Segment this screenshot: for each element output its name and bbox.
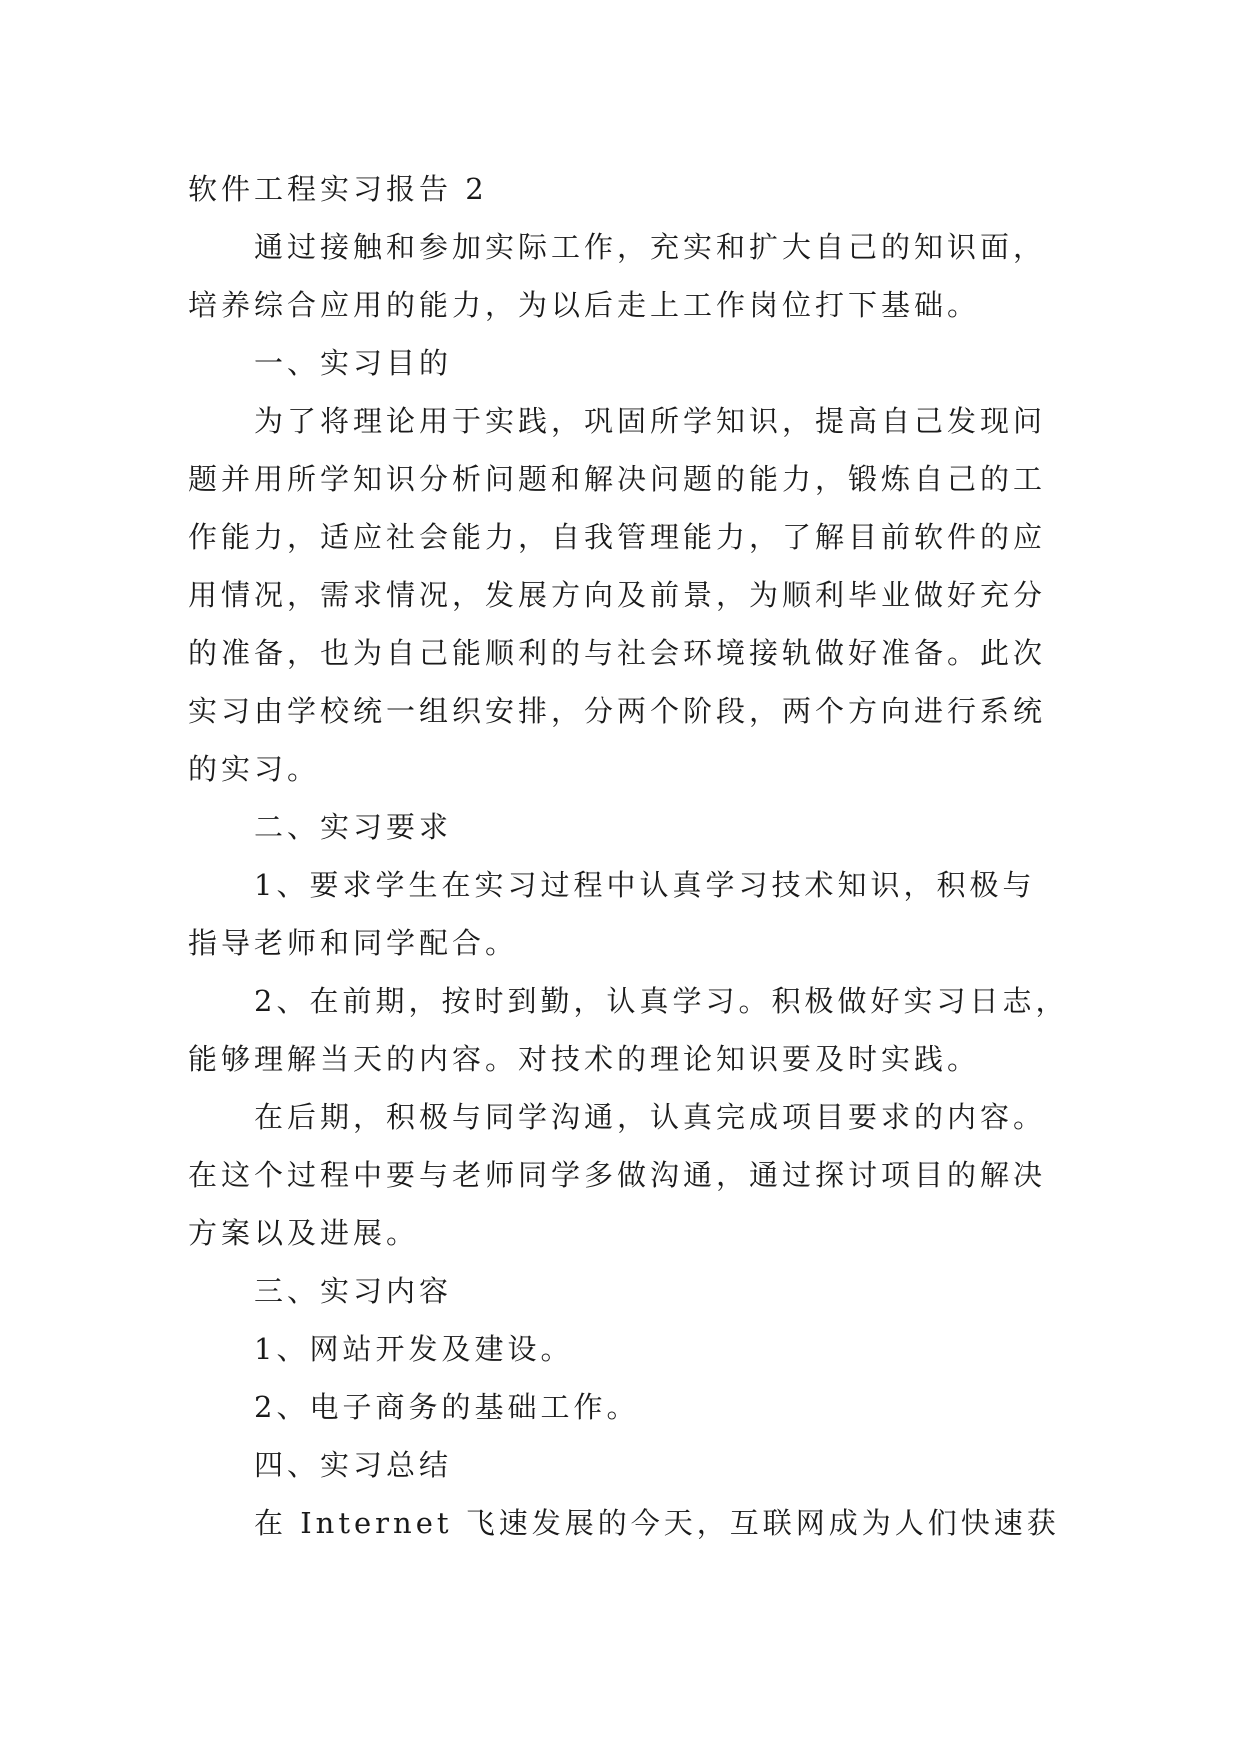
text-line: 二、实习要求	[254, 810, 453, 844]
text-line: 的准备，也为自己能顺利的与社会环境接轨做好准备。此次	[188, 636, 1047, 670]
text-line: 方案以及进展。	[188, 1216, 420, 1250]
text-line: 指导老师和同学配合。	[188, 926, 519, 960]
text-line: 能够理解当天的内容。对技术的理论知识要及时实践。	[188, 1042, 981, 1076]
text-line: 为了将理论用于实践，巩固所学知识，提高自己发现问	[254, 404, 1047, 438]
text-line: 一、实习目的	[254, 346, 453, 380]
document-lines	[188, 218, 1068, 1552]
text-line: 2、电子商务的基础工作。	[254, 1390, 640, 1424]
text-line: 培养综合应用的能力，为以后走上工作岗位打下基础。	[188, 288, 981, 322]
text-line: 四、实习总结	[254, 1448, 453, 1482]
text-line: 实习由学校统一组织安排，分两个阶段，两个方向进行系统	[188, 694, 1047, 728]
text-line: 在后期，积极与同学沟通，认真完成项目要求的内容。	[254, 1100, 1047, 1134]
text-line: 作能力，适应社会能力，自我管理能力，了解目前软件的应	[188, 520, 1047, 554]
text-line: 题并用所学知识分析问题和解决问题的能力，锻炼自己的工	[188, 462, 1047, 496]
document-body	[188, 160, 1068, 1552]
text-line: 在这个过程中要与老师同学多做沟通，通过探讨项目的解决	[188, 1158, 1047, 1192]
text-line: 1、要求学生在实习过程中认真学习技术知识，积极与	[254, 868, 1036, 902]
text-line: 2、在前期，按时到勤，认真学习。积极做好实习日志，	[254, 984, 1069, 1018]
text-line: 用情况，需求情况，发展方向及前景，为顺利毕业做好充分	[188, 578, 1047, 612]
text-line: 1、网站开发及建设。	[254, 1332, 574, 1366]
text-line: 通过接触和参加实际工作，充实和扩大自己的知识面，	[254, 230, 1047, 264]
document-title: 软件工程实习报告 2	[188, 172, 488, 206]
text-line: 三、实习内容	[254, 1274, 453, 1308]
text-line: 在 Internet 飞速发展的今天，互联网成为人们快速获	[254, 1506, 1060, 1540]
text-line: 的实习。	[188, 752, 321, 786]
